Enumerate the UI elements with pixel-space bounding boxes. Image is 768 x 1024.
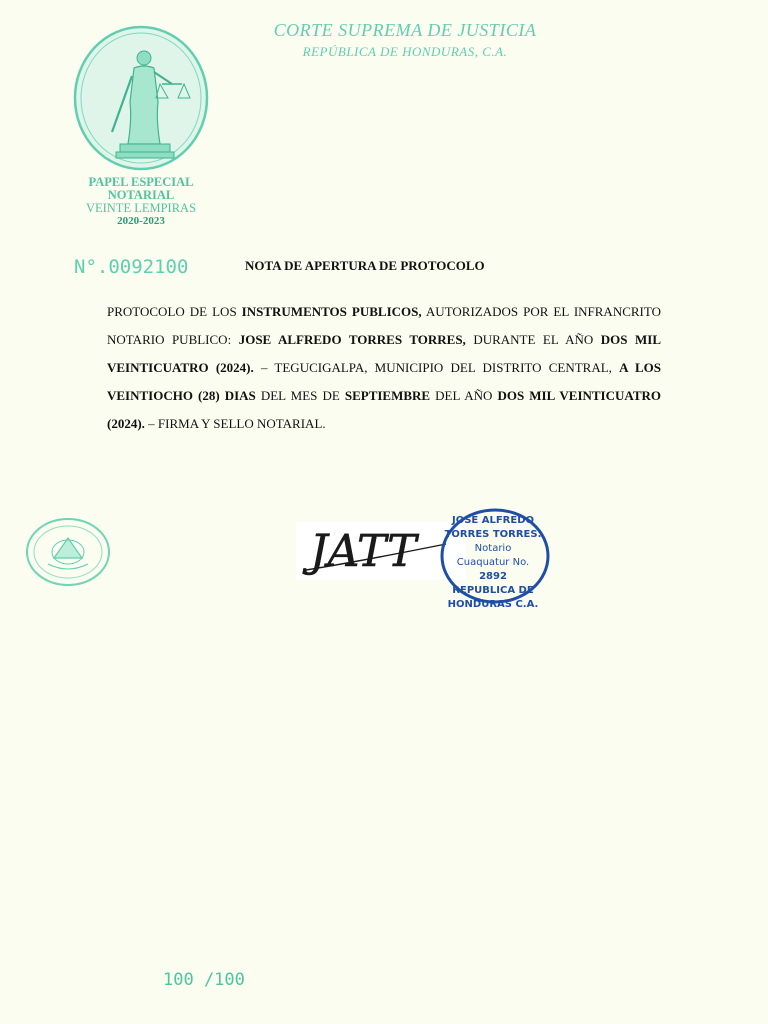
body-segment-bold: INSTRUMENTOS PUBLICOS, (241, 304, 422, 319)
paper-line-2: NOTARIAL (107, 188, 175, 202)
body-segment-bold: DOS MIL VEINTICUATRO (2024). (107, 332, 662, 375)
paper-line-1: PAPEL ESPECIAL (88, 175, 194, 189)
body-segment-bold: DOS MIL VEINTICUATRO (2024). (107, 388, 661, 431)
notarial-paper-label (66, 176, 216, 228)
stamp-line-7: HONDURAS C.A. (447, 599, 539, 610)
body-segment: – TEGUCIGALPA, MUNICIPIO DEL DISTRITO CENTRAL, (253, 360, 620, 375)
serial-number: N°.0092100 (74, 256, 189, 278)
stamp-line-4: Cuaquatur No. (456, 557, 530, 568)
body-segment: – FIRMA Y SELLO NOTARIAL. (144, 416, 326, 431)
stamp-line-2: TORRES TORRES. (444, 529, 542, 540)
document-title: NOTA DE APERTURA DE PROTOCOLO (245, 258, 485, 273)
page-count: 100 /100 (163, 970, 245, 990)
paper-years: 2020-2023 (117, 215, 165, 227)
body-segment: DEL AÑO (430, 388, 498, 403)
body-segment: AUTORIZADOS POR EL INFRANCRITO NOTARIO PUBLICO: (107, 304, 661, 347)
body-segment-bold: JOSE ALFREDO TORRES TORRES, (238, 332, 466, 347)
body-segment: DEL MES DE (255, 388, 345, 403)
body-segment-bold: A LOS VEINTIOCHO (28) DIAS (107, 360, 662, 403)
body-segment-bold: SEPTIEMBRE (344, 388, 431, 403)
stamp-line-1: JOSE ALFREDO (451, 515, 534, 526)
signature-initials: JATT (310, 526, 417, 577)
country-name: REPÚBLICA DE HONDURAS, C.A. (302, 44, 508, 59)
paper-line-3: VEINTE LEMPIRAS (85, 201, 197, 215)
stamp-line-5: 2892 (479, 571, 507, 582)
stamp-line-6: REPUBLICA DE (452, 585, 534, 596)
document-body (107, 298, 661, 438)
court-name: CORTE SUPREMA DE JUSTICIA (273, 20, 537, 40)
body-segment: DURANTE EL AÑO (465, 332, 601, 347)
stamp-line-3: Notario (474, 543, 512, 554)
lady-justice-emblem-icon (72, 24, 210, 172)
body-segment: PROTOCOLO DE LOS (107, 304, 242, 319)
notary-stamp-text (438, 514, 548, 612)
national-seal-icon (24, 516, 112, 588)
